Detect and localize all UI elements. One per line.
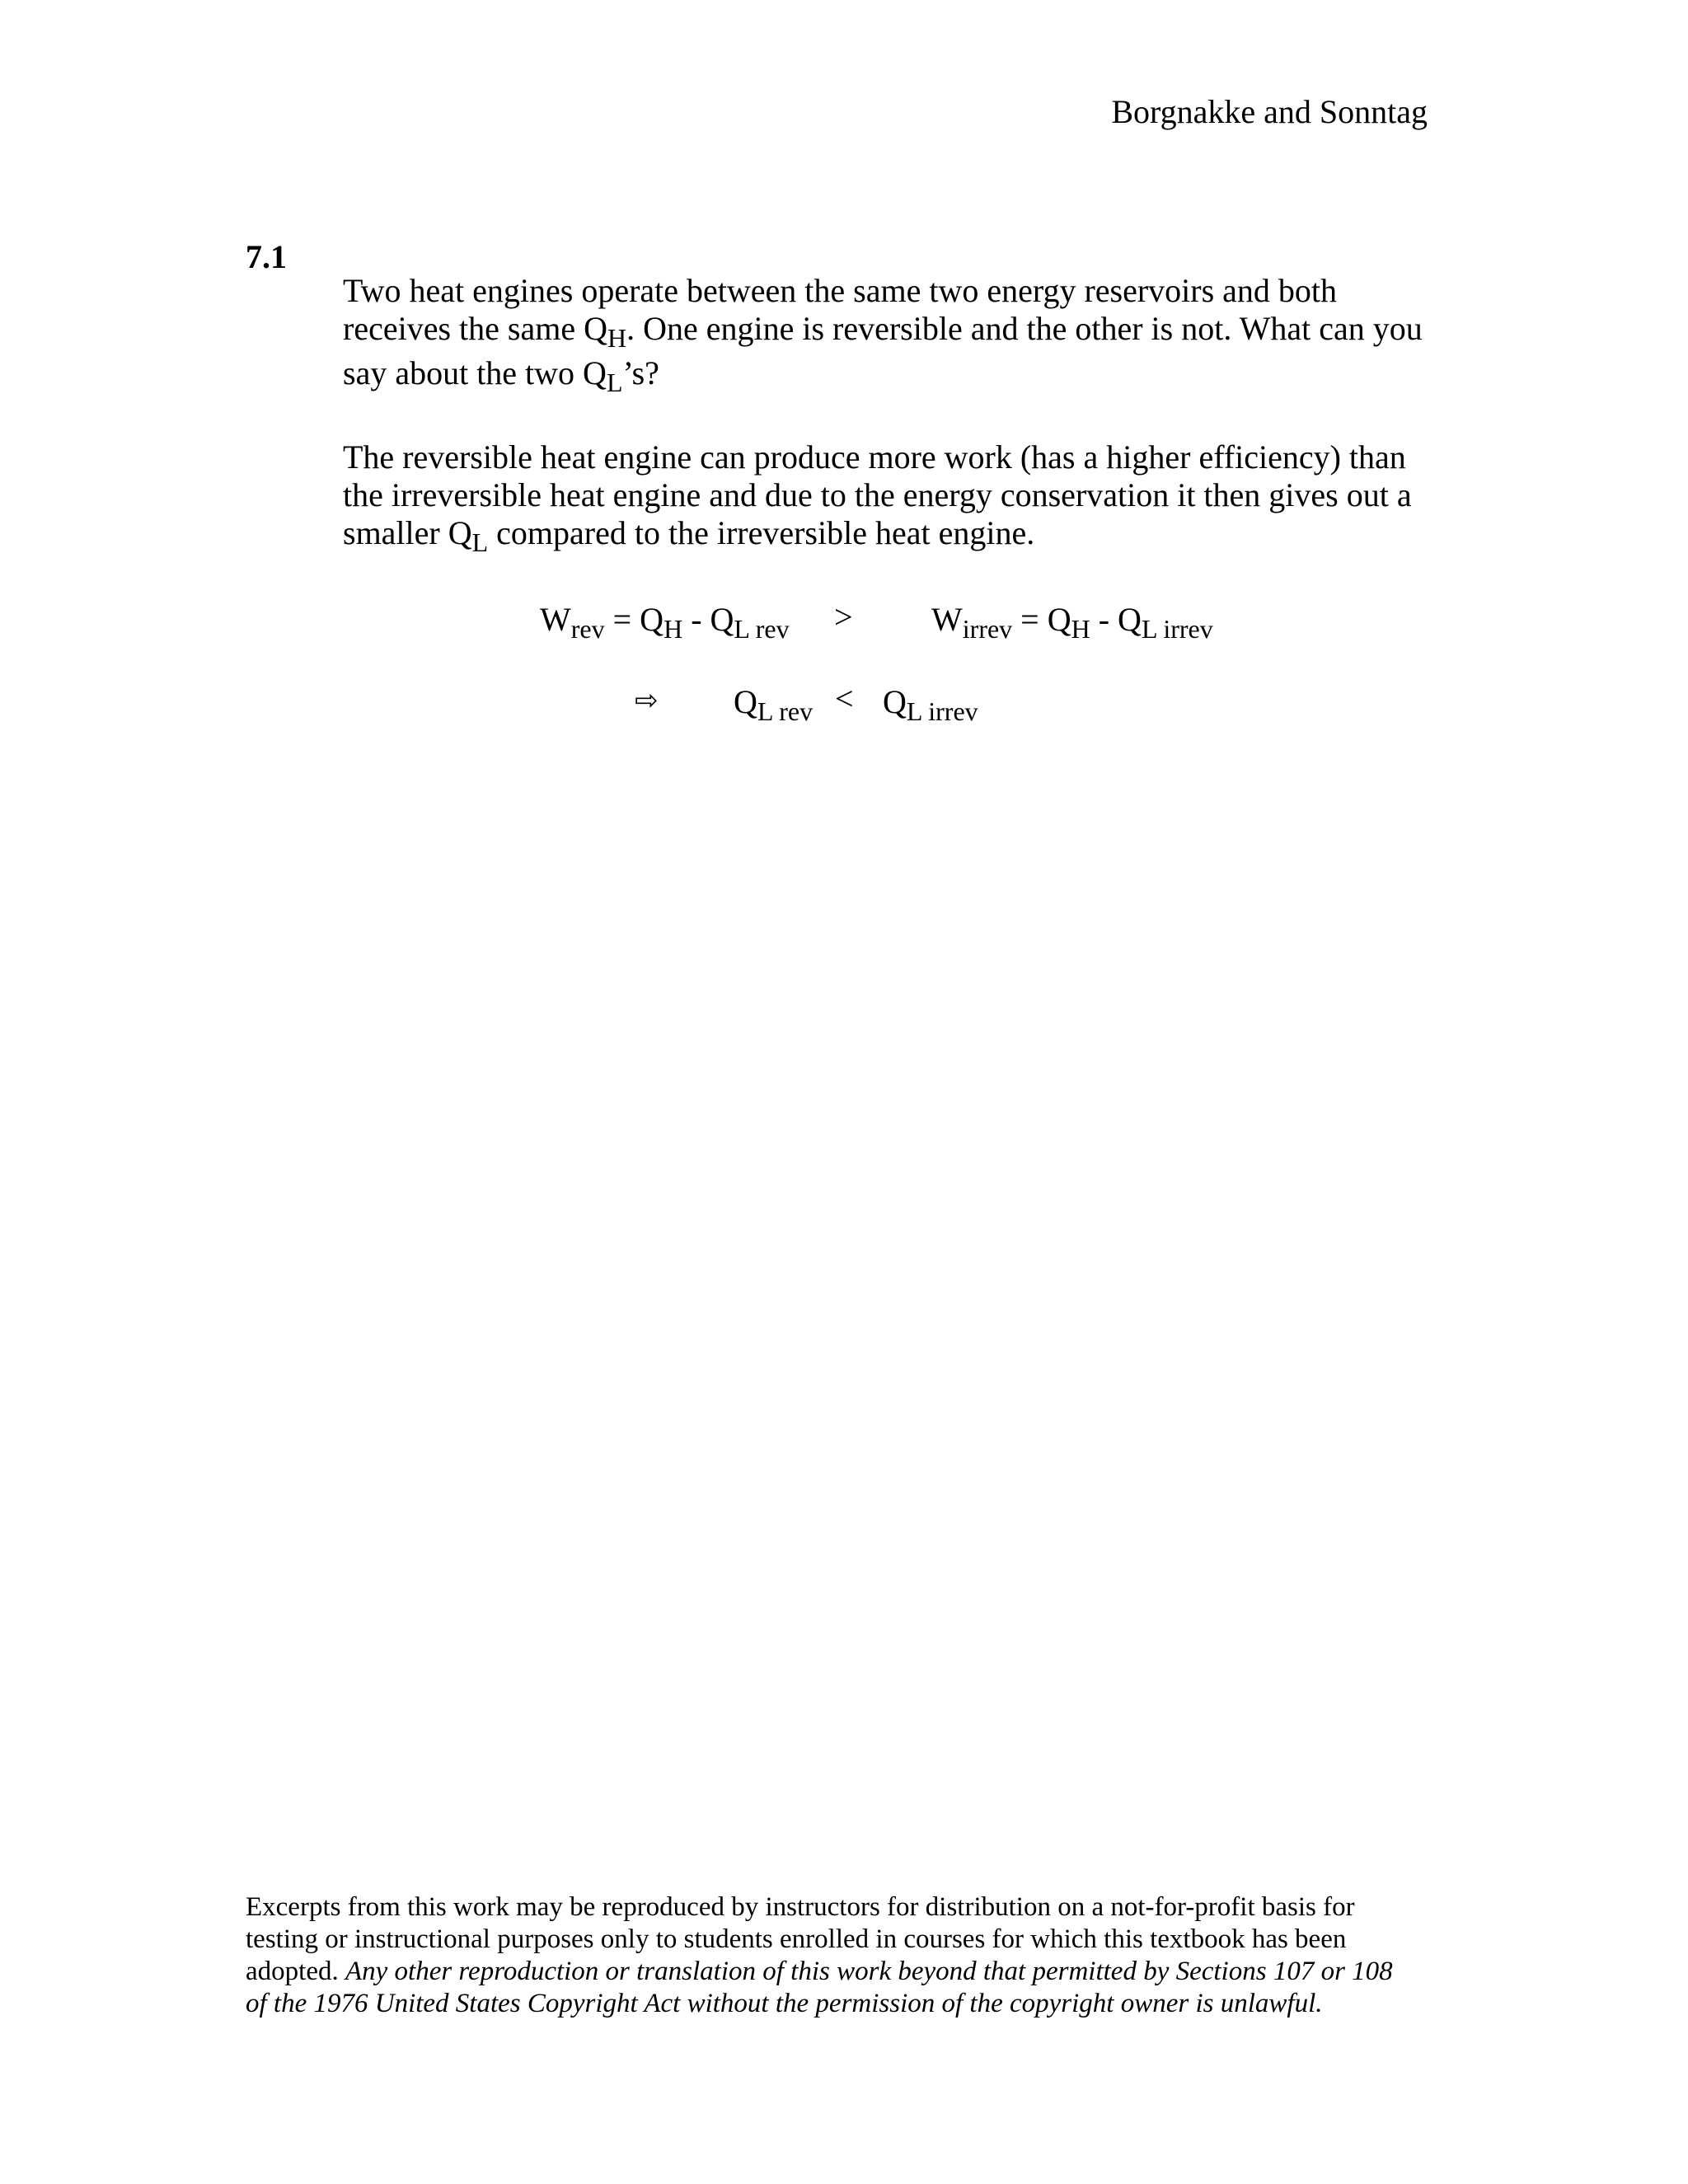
- question-line-3: [343, 354, 1447, 397]
- footer-line-3: [246, 1956, 1449, 1988]
- subscript: L rev: [757, 696, 814, 726]
- question-text: say about the two Q: [343, 354, 607, 391]
- answer-line-2: the irreversible heat engine and due to the energy conservation it then gives out a: [343, 476, 1412, 513]
- footer-line-1: Excerpts from this work may be reproduced by instructors for distribution on a not-for-profit basis for: [246, 1892, 1355, 1922]
- footer-line-2: testing or instructional purposes only to students enrolled in courses for which this textbook has been: [246, 1924, 1347, 1954]
- subscript: L: [471, 527, 489, 557]
- relation-less-than: <: [835, 680, 854, 717]
- subscript: L: [606, 368, 623, 397]
- symbol-q: Q: [734, 683, 757, 720]
- subscript: L irrev: [906, 696, 978, 726]
- symbol-q: Q: [883, 683, 907, 720]
- answer-text: smaller Q: [343, 514, 472, 551]
- question-text: ’s?: [622, 354, 659, 391]
- relation-greater-than: >: [834, 598, 853, 635]
- implies-arrow-icon: ⇨: [635, 684, 659, 717]
- equation-work-reversible: [540, 600, 790, 644]
- answer-line-1: The reversible heat engine can produce more work (has a higher efficiency) than: [343, 438, 1406, 476]
- subscript: H: [1071, 614, 1090, 644]
- symbol-w: W: [540, 601, 571, 638]
- symbol-text: - Q: [682, 601, 734, 638]
- question-text: receives the same Q: [343, 310, 607, 347]
- page-header-authors: Borgnakke and Sonntag: [1111, 93, 1428, 130]
- problem-question: [343, 272, 1447, 397]
- problem-number: 7.1: [246, 238, 287, 275]
- problem-answer: [343, 438, 1447, 557]
- answer-line-3: [343, 514, 1447, 557]
- question-text: . One engine is reversible and the other is not. What can you: [626, 310, 1423, 347]
- equation-ql-reversible: [734, 682, 813, 724]
- symbol-w: W: [931, 601, 963, 638]
- symbol-text: = Q: [604, 601, 664, 638]
- subscript: L rev: [734, 614, 790, 644]
- copyright-footer: [246, 1891, 1449, 2020]
- answer-text: compared to the irreversible heat engine.: [488, 514, 1035, 551]
- question-line-2: [343, 310, 1447, 353]
- subscript: H: [663, 614, 683, 644]
- equation-work-irreversible: [931, 600, 1213, 644]
- question-line-1: Two heat engines operate between the same two energy reservoirs and both: [343, 272, 1338, 309]
- subscript: irrev: [962, 614, 1013, 644]
- footer-italic-text: of the 1976 United States Copyright Act without the permission of the copyright owner is unlawful.: [246, 1989, 1323, 2018]
- subscript: H: [607, 323, 627, 353]
- symbol-text: = Q: [1012, 601, 1071, 638]
- footer-text: adopted.: [246, 1957, 345, 1986]
- footer-line-4: [246, 1988, 1449, 2020]
- equation-ql-irreversible: [883, 682, 978, 724]
- footer-italic-text: Any other reproduction or translation of this work beyond that permitted by Sections 107 or 108: [345, 1957, 1393, 1986]
- subscript: L irrev: [1141, 614, 1213, 644]
- subscript: rev: [570, 614, 605, 644]
- symbol-text: - Q: [1090, 601, 1142, 638]
